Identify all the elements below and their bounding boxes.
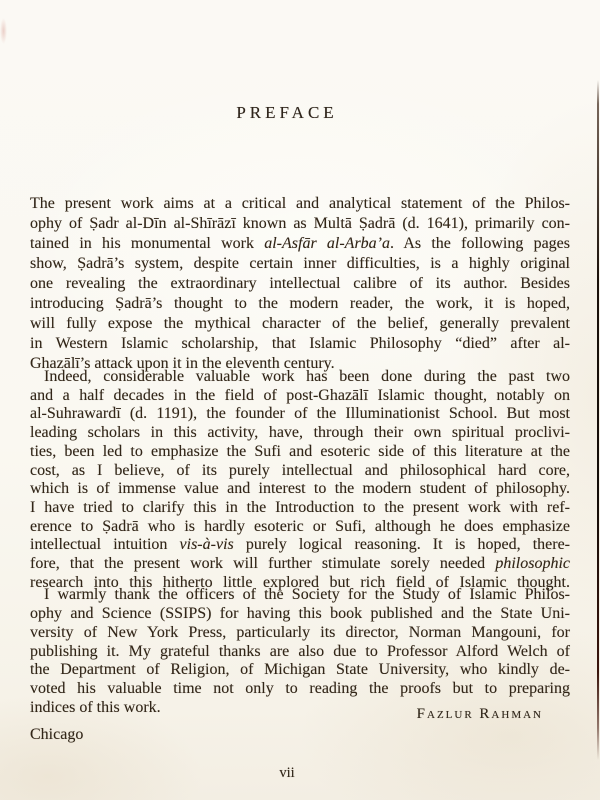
text-line: Indeed, considerable valuable work has been done during the past two xyxy=(44,368,570,385)
text-line: I warmly thank the officers of the Society for the Study of Islamic Philos- xyxy=(44,586,570,604)
text-line: ophy and Science (SSIPS) for having this book published and the State Uni- xyxy=(30,605,570,623)
page-title: PREFACE xyxy=(236,103,338,122)
page-number: vii xyxy=(279,765,295,781)
text-line: ophy of Ṣadr al-Dīn al-Shīrāzī known as Multā Ṣadrā (d. 1641), primarily con- xyxy=(30,215,570,232)
text-line: and a half decades in the field of post-Ghazālī Islamic thought, notably on xyxy=(30,386,570,404)
preface-text xyxy=(30,194,570,717)
text-line: Ghazālī’s attack upon it in the eleventh century. xyxy=(30,355,335,372)
text-line: tained in his monumental work al-Asfār al-Arba’a. As the following pages xyxy=(30,235,571,252)
author-signature: Fazlur Rahman xyxy=(416,706,543,722)
text-line: The present work aims at a critical and analytical statement of the Philos- xyxy=(30,195,570,212)
paragraph xyxy=(30,194,570,374)
text-line: fore, that the present work will further stimulate sorely needed philosophic xyxy=(30,555,570,573)
place-name: Chicago xyxy=(30,726,84,743)
text-line: leading scholars in this activity, have, through their own spiritual proclivi- xyxy=(30,424,570,442)
text-line: I have tried to clarify this in the Introduction to the present work with ref- xyxy=(30,498,570,516)
text-line: publishing it. My grateful thanks are also due to Professor Alford Welch of xyxy=(30,642,570,660)
text-line: versity of New York Press, particularly its director, Norman Mangouni, for xyxy=(30,623,570,641)
text-line: the Department of Religion, of Michigan State University, who kindly de- xyxy=(30,661,570,679)
paragraph xyxy=(30,368,570,592)
text-line: which is of immense value and interest to the modern student of philosophy. xyxy=(30,480,570,498)
text-line: ties, been led to emphasize the Sufi and esoteric side of this literature at the xyxy=(30,442,570,460)
text-line: show, Ṣadrā’s system, despite certain inner difficulties, is a highly original xyxy=(30,255,570,272)
scan-smudge xyxy=(0,18,7,44)
paragraph xyxy=(30,586,570,717)
text-line: al-Suhrawardī (d. 1191), the founder of the Illuminationist School. But most xyxy=(30,405,570,423)
text-line: in Western Islamic scholarship, that Islamic Philosophy “died” after al- xyxy=(30,335,570,352)
text-line: will fully expose the mythical character of the belief, generally prevalent xyxy=(30,315,570,332)
text-line: erence to Ṣadrā who is hardly esoteric or Sufi, although he does emphasize xyxy=(30,517,570,535)
text-line: indices of this work. xyxy=(30,698,161,716)
text-line: intellectual intuition vis-à-vis purely logical reasoning. It is hoped, there- xyxy=(30,536,570,554)
text-line: introducing Ṣadrā’s thought to the modern reader, the work, it is hoped, xyxy=(30,295,570,312)
text-line: research into this hitherto little explored but rich field of Islamic thought. xyxy=(30,573,570,591)
text-line: one revealing the extraordinary intellectual calibre of its author. Besides xyxy=(30,275,570,292)
book-edge-shadow xyxy=(597,0,599,800)
text-line: voted his valuable time not only to reading the proofs but to preparing xyxy=(30,679,570,697)
text-line: cost, as I believe, of its purely intellectual and philosophical hard core, xyxy=(30,461,570,479)
